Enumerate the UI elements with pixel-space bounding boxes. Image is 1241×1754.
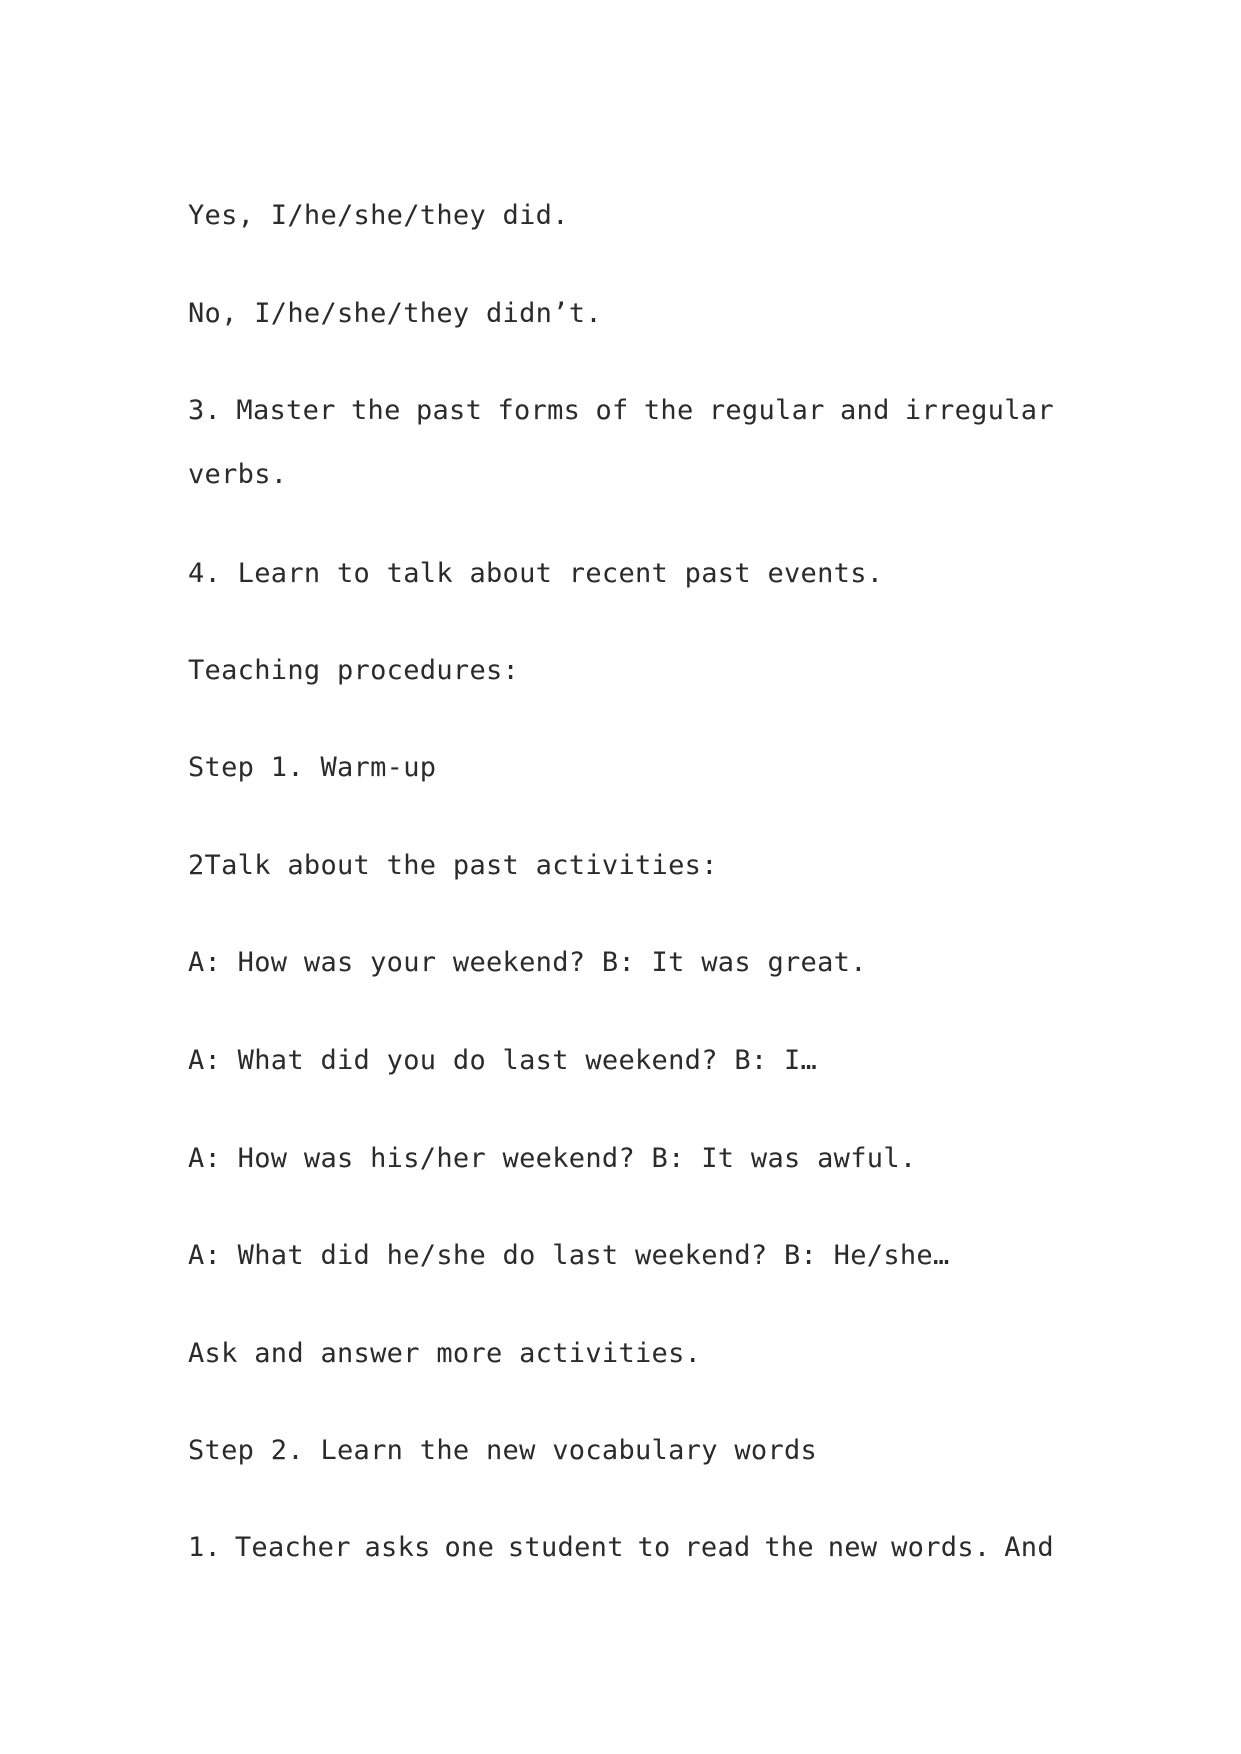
step-heading-1: Step 1. Warm-up <box>188 752 437 783</box>
word: read <box>684 1532 751 1563</box>
text-line-objective-3 <box>188 395 1054 427</box>
text-line-yes-answer: Yes, I/he/she/they did. <box>188 200 569 231</box>
word: the <box>764 1532 814 1563</box>
word: past <box>415 395 483 426</box>
dialogue-line-4: A: What did he/she do last weekend? B: He/she… <box>188 1240 950 1271</box>
word: Teacher <box>234 1532 351 1563</box>
word: the <box>351 395 401 426</box>
text-line-no-answer: No, I/he/she/they didn’t. <box>188 298 602 329</box>
text-line-objective-3-cont: verbs. <box>188 459 288 490</box>
text-line-ask-answer: Ask and answer more activities. <box>188 1338 702 1369</box>
word: forms <box>497 395 581 426</box>
step-heading-2: Step 2. Learn the new vocabulary words <box>188 1435 818 1466</box>
word: 3. <box>188 395 222 426</box>
word: And <box>1004 1532 1054 1563</box>
word: one <box>444 1532 495 1563</box>
text-line-talk-about: 2Talk about the past activities: <box>188 850 718 881</box>
word: student <box>507 1532 624 1563</box>
word: 1. <box>188 1532 222 1563</box>
word: to <box>637 1532 671 1563</box>
dialogue-line-3: A: How was his/her weekend? B: It was awful. <box>188 1143 917 1174</box>
dialogue-line-2: A: What did you do last weekend? B: I… <box>188 1045 818 1076</box>
word: new <box>827 1532 878 1563</box>
word: asks <box>364 1532 431 1563</box>
text-line-teacher-asks <box>188 1532 1054 1564</box>
word: of <box>595 395 629 426</box>
dialogue-line-1: A: How was your weekend? B: It was great. <box>188 947 867 978</box>
word: regular <box>708 395 825 426</box>
word: the <box>643 395 694 426</box>
text-line-objective-4: 4. Learn to talk about recent past events. <box>188 558 884 589</box>
word: Master <box>236 395 336 426</box>
word: words. <box>891 1532 991 1563</box>
word: irregular <box>904 395 1054 426</box>
word: and <box>839 395 890 426</box>
section-heading-teaching-procedures: Teaching procedures: <box>188 655 520 686</box>
